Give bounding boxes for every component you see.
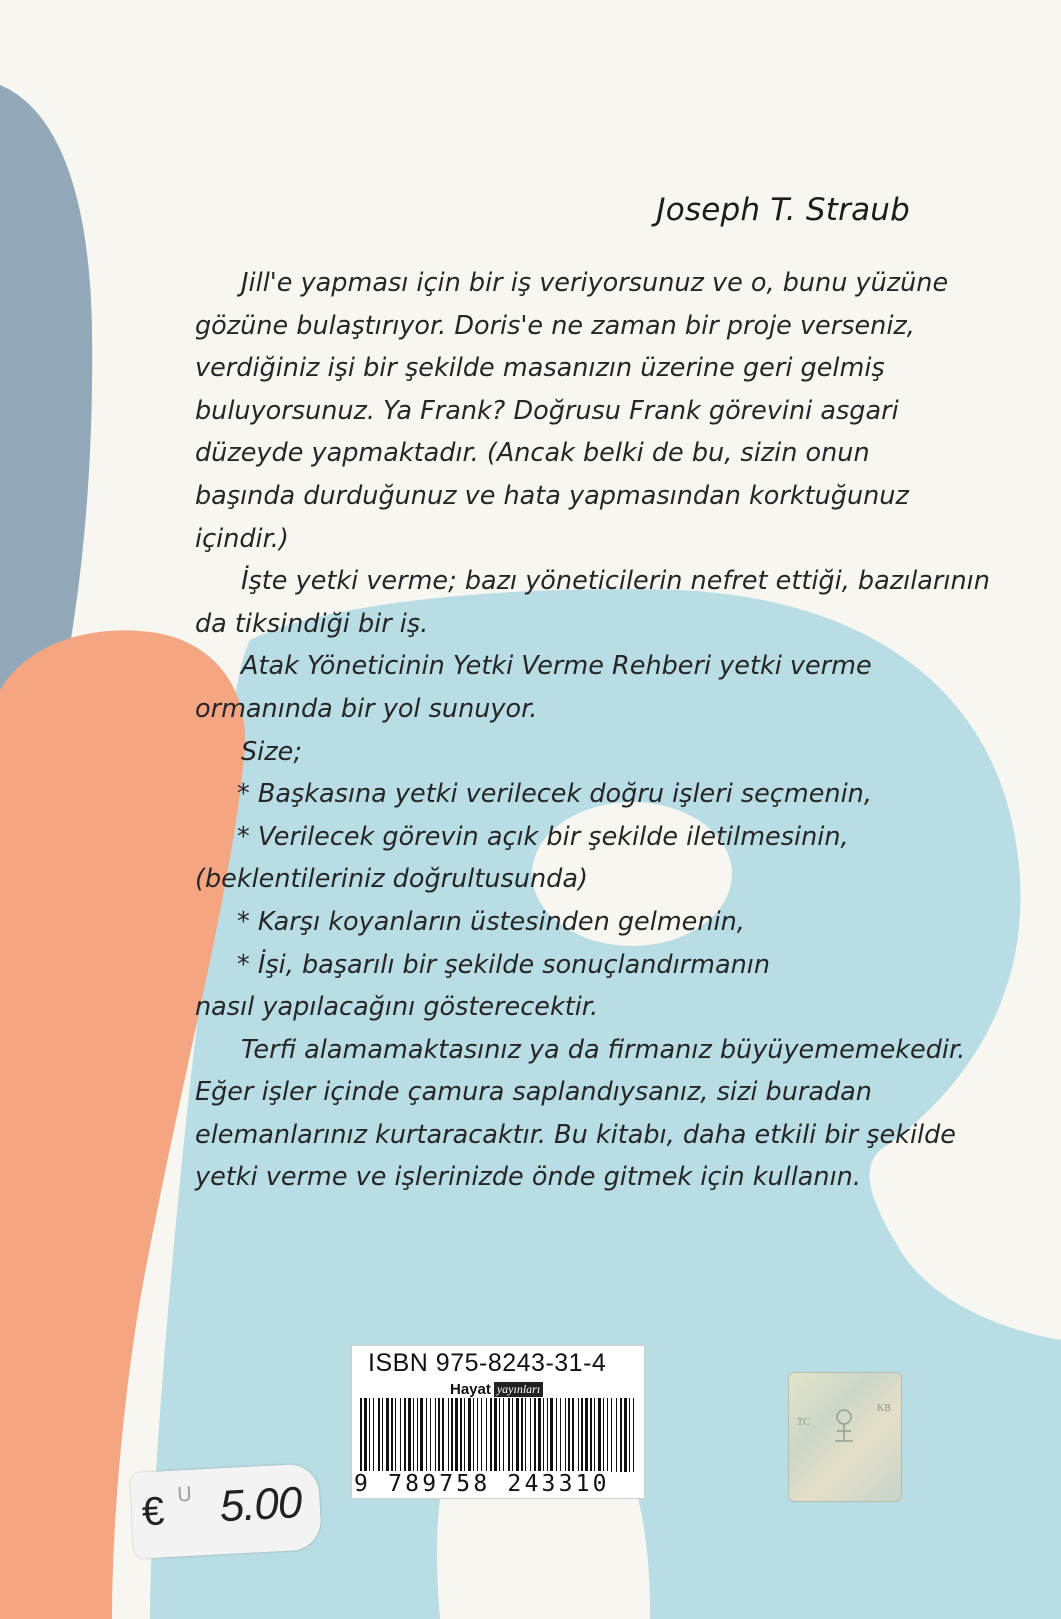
slate-shape [0,85,92,700]
publisher-name: Hayat [450,1380,491,1398]
blurb-line: gözüne bulaştırıyor. Doris'e ne zaman bir proje verseniz, [195,310,915,341]
barcode-bar [490,1398,492,1472]
barcode-bar [572,1398,574,1472]
barcode-bar [477,1398,478,1472]
barcode-bar [435,1398,436,1472]
barcode-bar [360,1398,362,1472]
blurb-line: verdiğiniz işi bir şekilde masanızın üzerine geri gelmiş [195,353,885,384]
barcode-bar [460,1398,462,1472]
blurb-line: Atak Yöneticinin Yetki Verme Rehberi yetki verme [241,651,872,682]
barcode-bar [556,1398,557,1472]
barcode-bar [629,1398,630,1472]
blurb-line: da tiksindiği bir iş. [195,608,429,639]
barcode-bar [486,1398,487,1472]
blurb-line: Size; [241,736,302,767]
barcode-bar [391,1398,393,1472]
barcode-bar [499,1398,500,1472]
barcode-bar [386,1398,389,1472]
barcode-bar [633,1398,634,1472]
barcode-bar [448,1398,449,1472]
blurb-line: nasıl yapılacağını gösterecektir. [195,992,599,1023]
currency-symbol: € [140,1489,166,1535]
barcode-bar [404,1398,406,1472]
isbn-barcode [351,1345,645,1499]
barcode-bar [481,1398,482,1472]
barcode-bar [408,1398,411,1472]
isbn-number: ISBN 975-8243-31-4 [368,1349,607,1377]
barcode-bar [565,1398,566,1472]
barcode-bar [400,1398,401,1472]
hologram-right-text: KB [877,1403,891,1414]
barcode-bar [455,1398,458,1472]
barcode-bar [550,1398,553,1472]
barcode-bar [590,1398,592,1472]
barcode-bar [442,1398,444,1472]
barcode-bar [530,1398,531,1472]
blurb-line: Eğer işler içinde çamura saplandıysanız, sizi buradan [195,1077,872,1108]
barcode-bar [473,1398,474,1472]
emblem-icon [829,1407,859,1447]
barcode-bar [464,1398,465,1472]
barcode-bar [503,1398,504,1472]
blurb-line: düzeyde yapmaktadır. (Ancak belki de bu, sizin onun [195,438,870,469]
hologram-left-text: TC [797,1417,810,1428]
barcode-bar [594,1398,595,1472]
barcode-bar [521,1398,523,1472]
blurb-line: * İşi, başarılı bir şekilde sonuçlandırmanın [237,949,771,980]
barcode-bar [395,1398,396,1472]
publisher-subtitle: yayınları [494,1382,543,1397]
blurb-line: Jill'e yapması için bir iş veriyorsunuz ve o, bunu yüzüne [241,268,949,298]
barcode-bar [547,1398,548,1472]
barcode-bars [360,1398,636,1472]
barcode-bar [585,1398,588,1472]
barcode-bar [543,1398,544,1472]
barcode-bar [603,1398,604,1472]
price-mark: U [176,1481,193,1507]
blurb-line: ormanında bir yol sunuyor. [195,693,538,724]
blurb-line: elemanlarınız kurtaracaktır. Bu kitabı, daha etkili bir şekilde [195,1119,956,1150]
barcode-bar [525,1398,526,1472]
barcode-bar [468,1398,471,1472]
blurb-line: başında durduğunuz ve hata yapmasından korktuğunuz [195,480,909,511]
barcode-bar [560,1398,561,1472]
blurb-line: içindir.) [195,523,289,554]
barcode-bar [364,1398,367,1472]
barcode-bar [611,1398,612,1472]
barcode-bar [516,1398,519,1472]
blurb-text [195,262,990,1199]
barcode-bar [382,1398,383,1472]
blurb-line: İşte yetki verme; bazı yöneticilerin nefret ettiği, bazılarının [241,566,990,597]
barcode-bar [534,1398,536,1472]
blurb-line: * Verilecek görevin açık bir şekilde iletilmesinin, [237,821,849,852]
barcode-bar [624,1398,627,1472]
barcode-bar [581,1398,583,1472]
barcode-bar [373,1398,374,1472]
barcode-bar [616,1398,617,1472]
barcode-digits: 9 789758 243310 [354,1471,610,1497]
blurb-line: * Karşı koyanların üstesinden gelmenin, [237,906,745,937]
blurb-line: Terfi alamamaktasınız ya da firmanız büyüyememekedir. [241,1034,966,1065]
blurb-line: buluyorsunuz. Ya Frank? Doğrusu Frank görevini asgari [195,395,899,426]
barcode-bar [578,1398,579,1472]
barcode-bar [417,1398,418,1472]
barcode-bar [378,1398,380,1472]
barcode-bar [430,1398,431,1472]
blurb-line: yetki verme ve işlerinizde önde gitmek için kullanın. [195,1162,861,1193]
author-name: Joseph T. Straub [656,192,910,228]
blurb-line: (beklentileriniz doğrultusunda) [195,864,588,895]
publisher-logo [447,1380,546,1398]
barcode-bar [369,1398,370,1472]
barcode-bar [508,1398,510,1472]
barcode-bar [607,1398,608,1472]
barcode-bar [420,1398,423,1472]
barcode-bar [451,1398,453,1472]
barcode-bar [598,1398,601,1472]
barcode-bar [438,1398,440,1472]
barcode-bar [494,1398,497,1472]
blurb-line: * Başkasına yetki verilecek doğru işleri seçmenin, [237,779,872,810]
barcode-bar [512,1398,513,1472]
barcode-bar [568,1398,570,1472]
price-sticker [130,1463,322,1559]
barcode-bar [426,1398,427,1472]
barcode-bar [620,1398,622,1472]
price-amount: 5.00 [218,1478,303,1532]
hologram-sticker [788,1372,902,1502]
barcode-bar [413,1398,414,1472]
barcode-bar [538,1398,541,1472]
